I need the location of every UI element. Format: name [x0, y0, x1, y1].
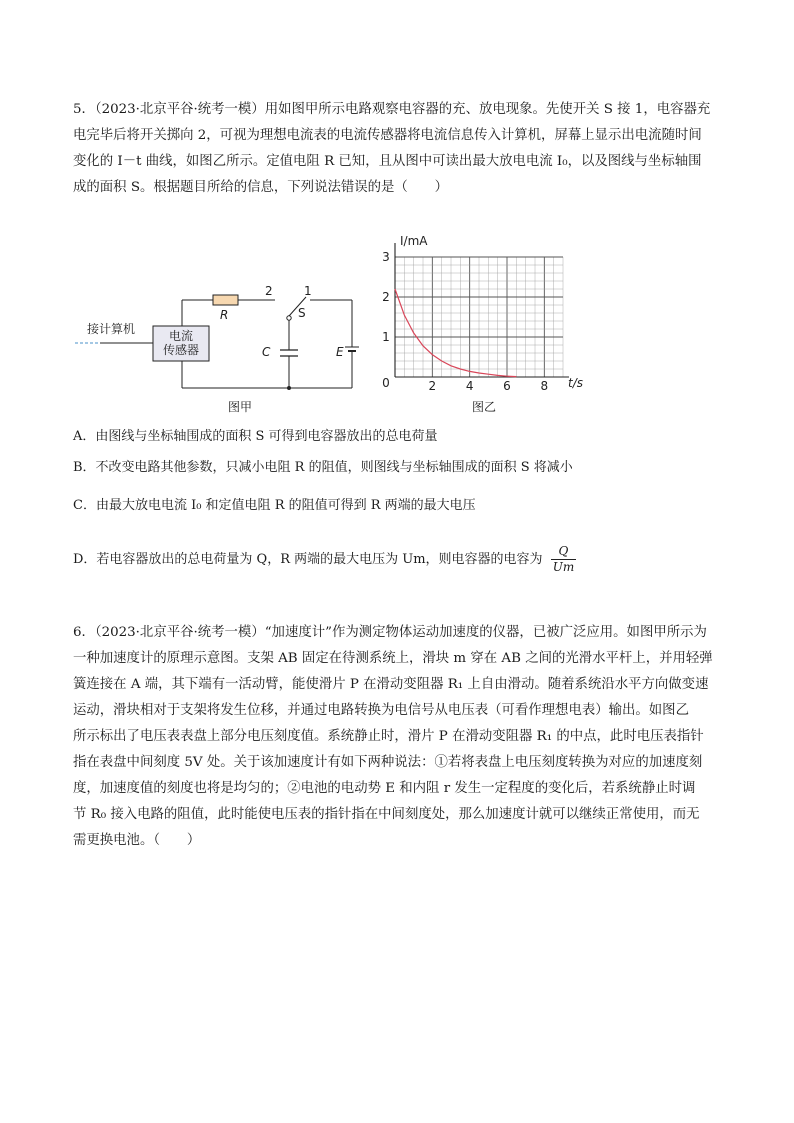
circuit-caption: 图甲 — [228, 400, 253, 414]
chart-x-tick-label: 2 — [428, 379, 437, 393]
chart-x-tick-label: 6 — [503, 379, 511, 393]
label-E: E — [336, 345, 344, 359]
fraction-denominator: Um — [552, 560, 575, 574]
q6-line-7: 度，加速度值的刻度也将是均匀的；②电池的电动势 E 和内阻 r 发生一定程度的变化后，若系统静止时调 — [73, 781, 696, 796]
option-C: C．由最大放电电流 I₀ 和定值电阻 R 的阻值可得到 R 两端的最大电压 — [73, 498, 476, 513]
chart-x-tick-label: 8 — [540, 379, 549, 393]
q5-line-2: 电完毕后将开关掷向 2，可视为理想电流表的电流传感器将电流信息传入计算机，屏幕上显示出电流随时间 — [73, 128, 702, 143]
switch-pivot — [287, 316, 291, 320]
chart-x-tick-label: 4 — [465, 379, 474, 393]
chart-y-tick-label: 3 — [382, 250, 390, 264]
current-time-chart — [370, 232, 595, 397]
option-B: B．不改变电路其他参数，只减小电阻 R 的阻值，则图线与坐标轴围成的面积 S 将减小 — [73, 460, 573, 475]
chart-xlabel: t/s — [568, 376, 583, 390]
q6-line-2: 一种加速度计的原理示意图。支架 AB 固定在待测系统上，滑块 m 穿在 AB 之间的光滑水平杆上，并用轻弹 — [73, 651, 713, 666]
chart-y-tick-label: 1 — [382, 330, 390, 344]
question-6-stem — [73, 620, 723, 854]
sensor-label-2: 传感器 — [162, 343, 200, 357]
q6-line-6: 指在表盘中间刻度 5V 处。关于该加速度计有如下两种说法：①若将表盘上电压刻度转换为对应的加速度刻 — [73, 755, 703, 770]
label-1: 1 — [304, 284, 312, 298]
q6-line-5: 所示标出了电压表表盘上部分电压刻度值。系统静止时，滑片 P 在滑动变阻器 R₁ 的中点，此时电压表指针 — [73, 729, 704, 744]
label-R: R — [220, 308, 229, 322]
q6-line-3: 簧连接在 A 端，其下端有一活动臂，能使滑片 P 在滑动变阻器 R₁ 上自由滑动。随着系统沿水平方向做变速 — [73, 677, 709, 692]
question-5-stem — [73, 97, 723, 201]
chart-y-tick-label: 2 — [382, 290, 390, 304]
option-A: A．由图线与坐标轴围成的面积 S 可得到电容器放出的总电荷量 — [73, 429, 438, 444]
q5-line-1: 5．（2023·北京平谷·统考一模）用如图甲所示电路观察电容器的充、放电现象。先使开关 S 接 1，电容器充 — [73, 102, 711, 117]
q6-line-1: 6．（2023·北京平谷·统考一模）“加速度计”作为测定物体运动加速度的仪器，已被广泛应用。如图甲所示为 — [73, 625, 707, 640]
q5-line-4: 成的面积 S。根据题目所给的信息，下列说法错误的是（ ） — [73, 180, 448, 195]
chart-y-tick-label: 0 — [382, 376, 390, 390]
option-D — [73, 544, 576, 575]
q6-line-9: 需更换电池。（ ） — [73, 833, 201, 848]
resistor-R — [213, 295, 238, 305]
circuit-diagram — [70, 270, 370, 400]
label-2: 2 — [265, 284, 273, 298]
label-C: C — [262, 345, 271, 359]
label-computer: 接计算机 — [87, 322, 136, 336]
junction-dot — [287, 386, 291, 390]
chart-series-line — [395, 289, 516, 377]
q6-line-4: 运动，滑块相对于支架将发生位移，并通过电路转换为电信号从电压表（可看作理想电表）输出。如图乙 — [73, 703, 689, 718]
chart-caption: 图乙 — [472, 400, 497, 414]
option-D-fraction — [551, 544, 577, 575]
option-D-text: D．若电容器放出的总电荷量为 Q，R 两端的最大电压为 Um，则电容器的电容为 — [73, 552, 543, 567]
chart-ylabel: I/mA — [400, 234, 428, 248]
sensor-label-1: 电流 — [168, 329, 194, 343]
q6-line-8: 节 R₀ 接入电路的阻值，此时能使电压表的指针指在中间刻度处，那么加速度计就可以继续正常使用，而无 — [73, 807, 700, 822]
fraction-numerator: Q — [551, 544, 577, 560]
q5-line-3: 变化的 I－t 曲线，如图乙所示。定值电阻 R 已知，且从图中可读出最大放电电流 I₀，以及图线与坐标轴围 — [73, 154, 702, 169]
label-S: S — [298, 306, 306, 320]
